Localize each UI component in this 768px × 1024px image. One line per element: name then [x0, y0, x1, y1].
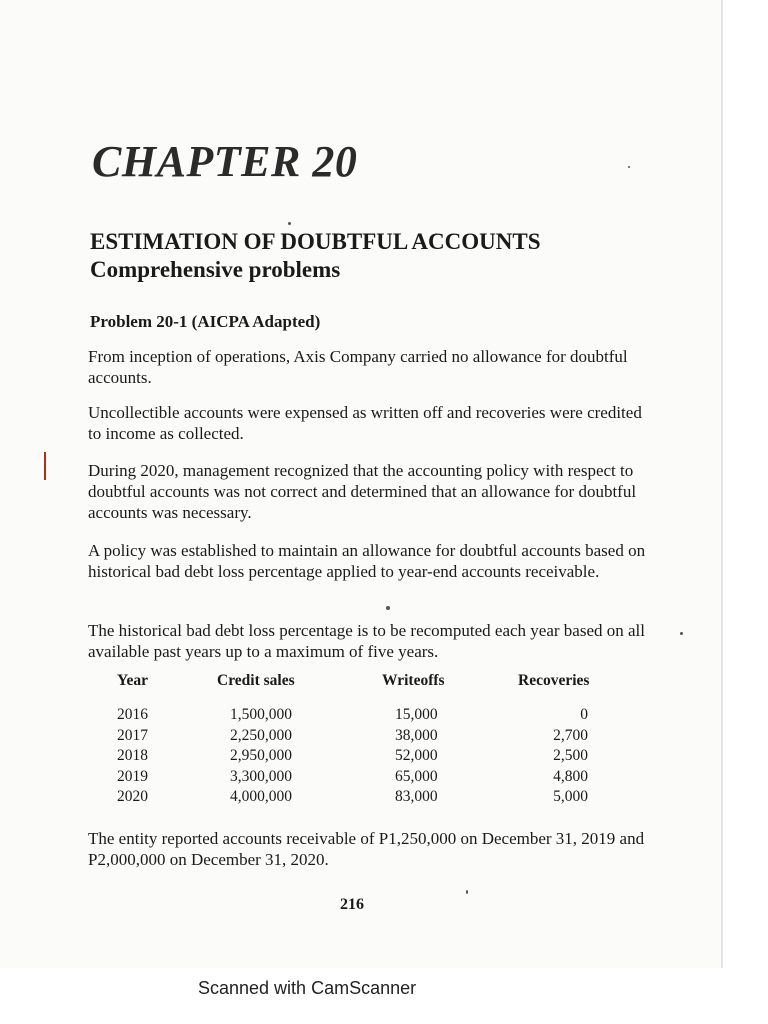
- cell-year: 2016: [117, 706, 148, 723]
- cell-recoveries: 0: [580, 706, 588, 723]
- scan-speck: [466, 890, 468, 894]
- scan-speck: [628, 166, 630, 168]
- section-subtitle: Comprehensive problems: [90, 257, 341, 282]
- table-row: [100, 706, 640, 727]
- scan-speck: [386, 606, 390, 610]
- cell-writeoffs: 83,000: [395, 788, 438, 805]
- cell-writeoffs: 65,000: [395, 767, 438, 785]
- column-header-writeoffs: Writeoffs: [382, 672, 445, 689]
- cell-writeoffs: 15,000: [395, 706, 438, 723]
- cell-recoveries: 4,800: [553, 767, 588, 785]
- page-number: 216: [340, 896, 364, 913]
- cell-recoveries: 2,700: [553, 726, 588, 744]
- table-header: [100, 672, 640, 704]
- column-header-credit-sales: Credit sales: [217, 672, 295, 689]
- table-row: [100, 727, 640, 748]
- cell-writeoffs: 38,000: [395, 726, 438, 744]
- table-row: [100, 747, 640, 768]
- cell-recoveries: 2,500: [553, 747, 588, 764]
- cell-credit-sales: 3,300,000: [230, 767, 292, 785]
- cell-year: 2017: [117, 726, 148, 744]
- chapter-title: CHAPTER 20: [92, 137, 358, 186]
- paragraph: A policy was established to maintain an allowance for doubtful accounts based on historical bad debt loss percentage applied to year-end accounts receivable.: [88, 541, 646, 581]
- closing-paragraph: The entity reported accounts receivable of P1,250,000 on December 31, 2019 and P2,000,000 on December 31, 2020.: [88, 829, 645, 869]
- table-row: [100, 768, 640, 789]
- paragraph: The historical bad debt loss percentage is to be recomputed each year based on all available past years up to a maximum of five years.: [88, 621, 646, 661]
- paragraph: From inception of operations, Axis Company carried no allowance for doubtful accounts.: [88, 347, 628, 387]
- page-edge: [721, 0, 723, 968]
- table-row: [100, 788, 640, 809]
- cell-credit-sales: 4,000,000: [230, 788, 292, 805]
- column-header-recoveries: Recoveries: [518, 672, 590, 689]
- problem-heading: Problem 20-1 (AICPA Adapted): [90, 312, 321, 331]
- cell-recoveries: 5,000: [553, 788, 588, 805]
- scan-speck: [680, 632, 683, 635]
- margin-mark: [44, 452, 46, 480]
- scanner-watermark: Scanned with CamScanner: [198, 978, 417, 998]
- scan-speck: [288, 222, 291, 225]
- cell-credit-sales: 2,950,000: [230, 747, 292, 764]
- paragraph: Uncollectible accounts were expensed as written off and recoveries were credited to income as collected.: [88, 403, 642, 443]
- section-heading: [90, 228, 541, 284]
- table-body: [100, 706, 640, 809]
- cell-writeoffs: 52,000: [395, 747, 438, 764]
- cell-year: 2020: [117, 788, 148, 805]
- section-title: ESTIMATION OF DOUBTFUL ACCOUNTS: [90, 229, 541, 254]
- column-header-year: Year: [117, 672, 148, 689]
- paragraph: During 2020, management recognized that the accounting policy with respect to doubtful accounts was not correct and determined that an allowance for doubtful accounts was necessary.: [88, 461, 637, 522]
- cell-year: 2018: [117, 747, 148, 764]
- cell-year: 2019: [117, 767, 148, 785]
- cell-credit-sales: 1,500,000: [230, 706, 292, 723]
- cell-credit-sales: 2,250,000: [230, 726, 292, 744]
- bad-debt-table: [100, 672, 640, 807]
